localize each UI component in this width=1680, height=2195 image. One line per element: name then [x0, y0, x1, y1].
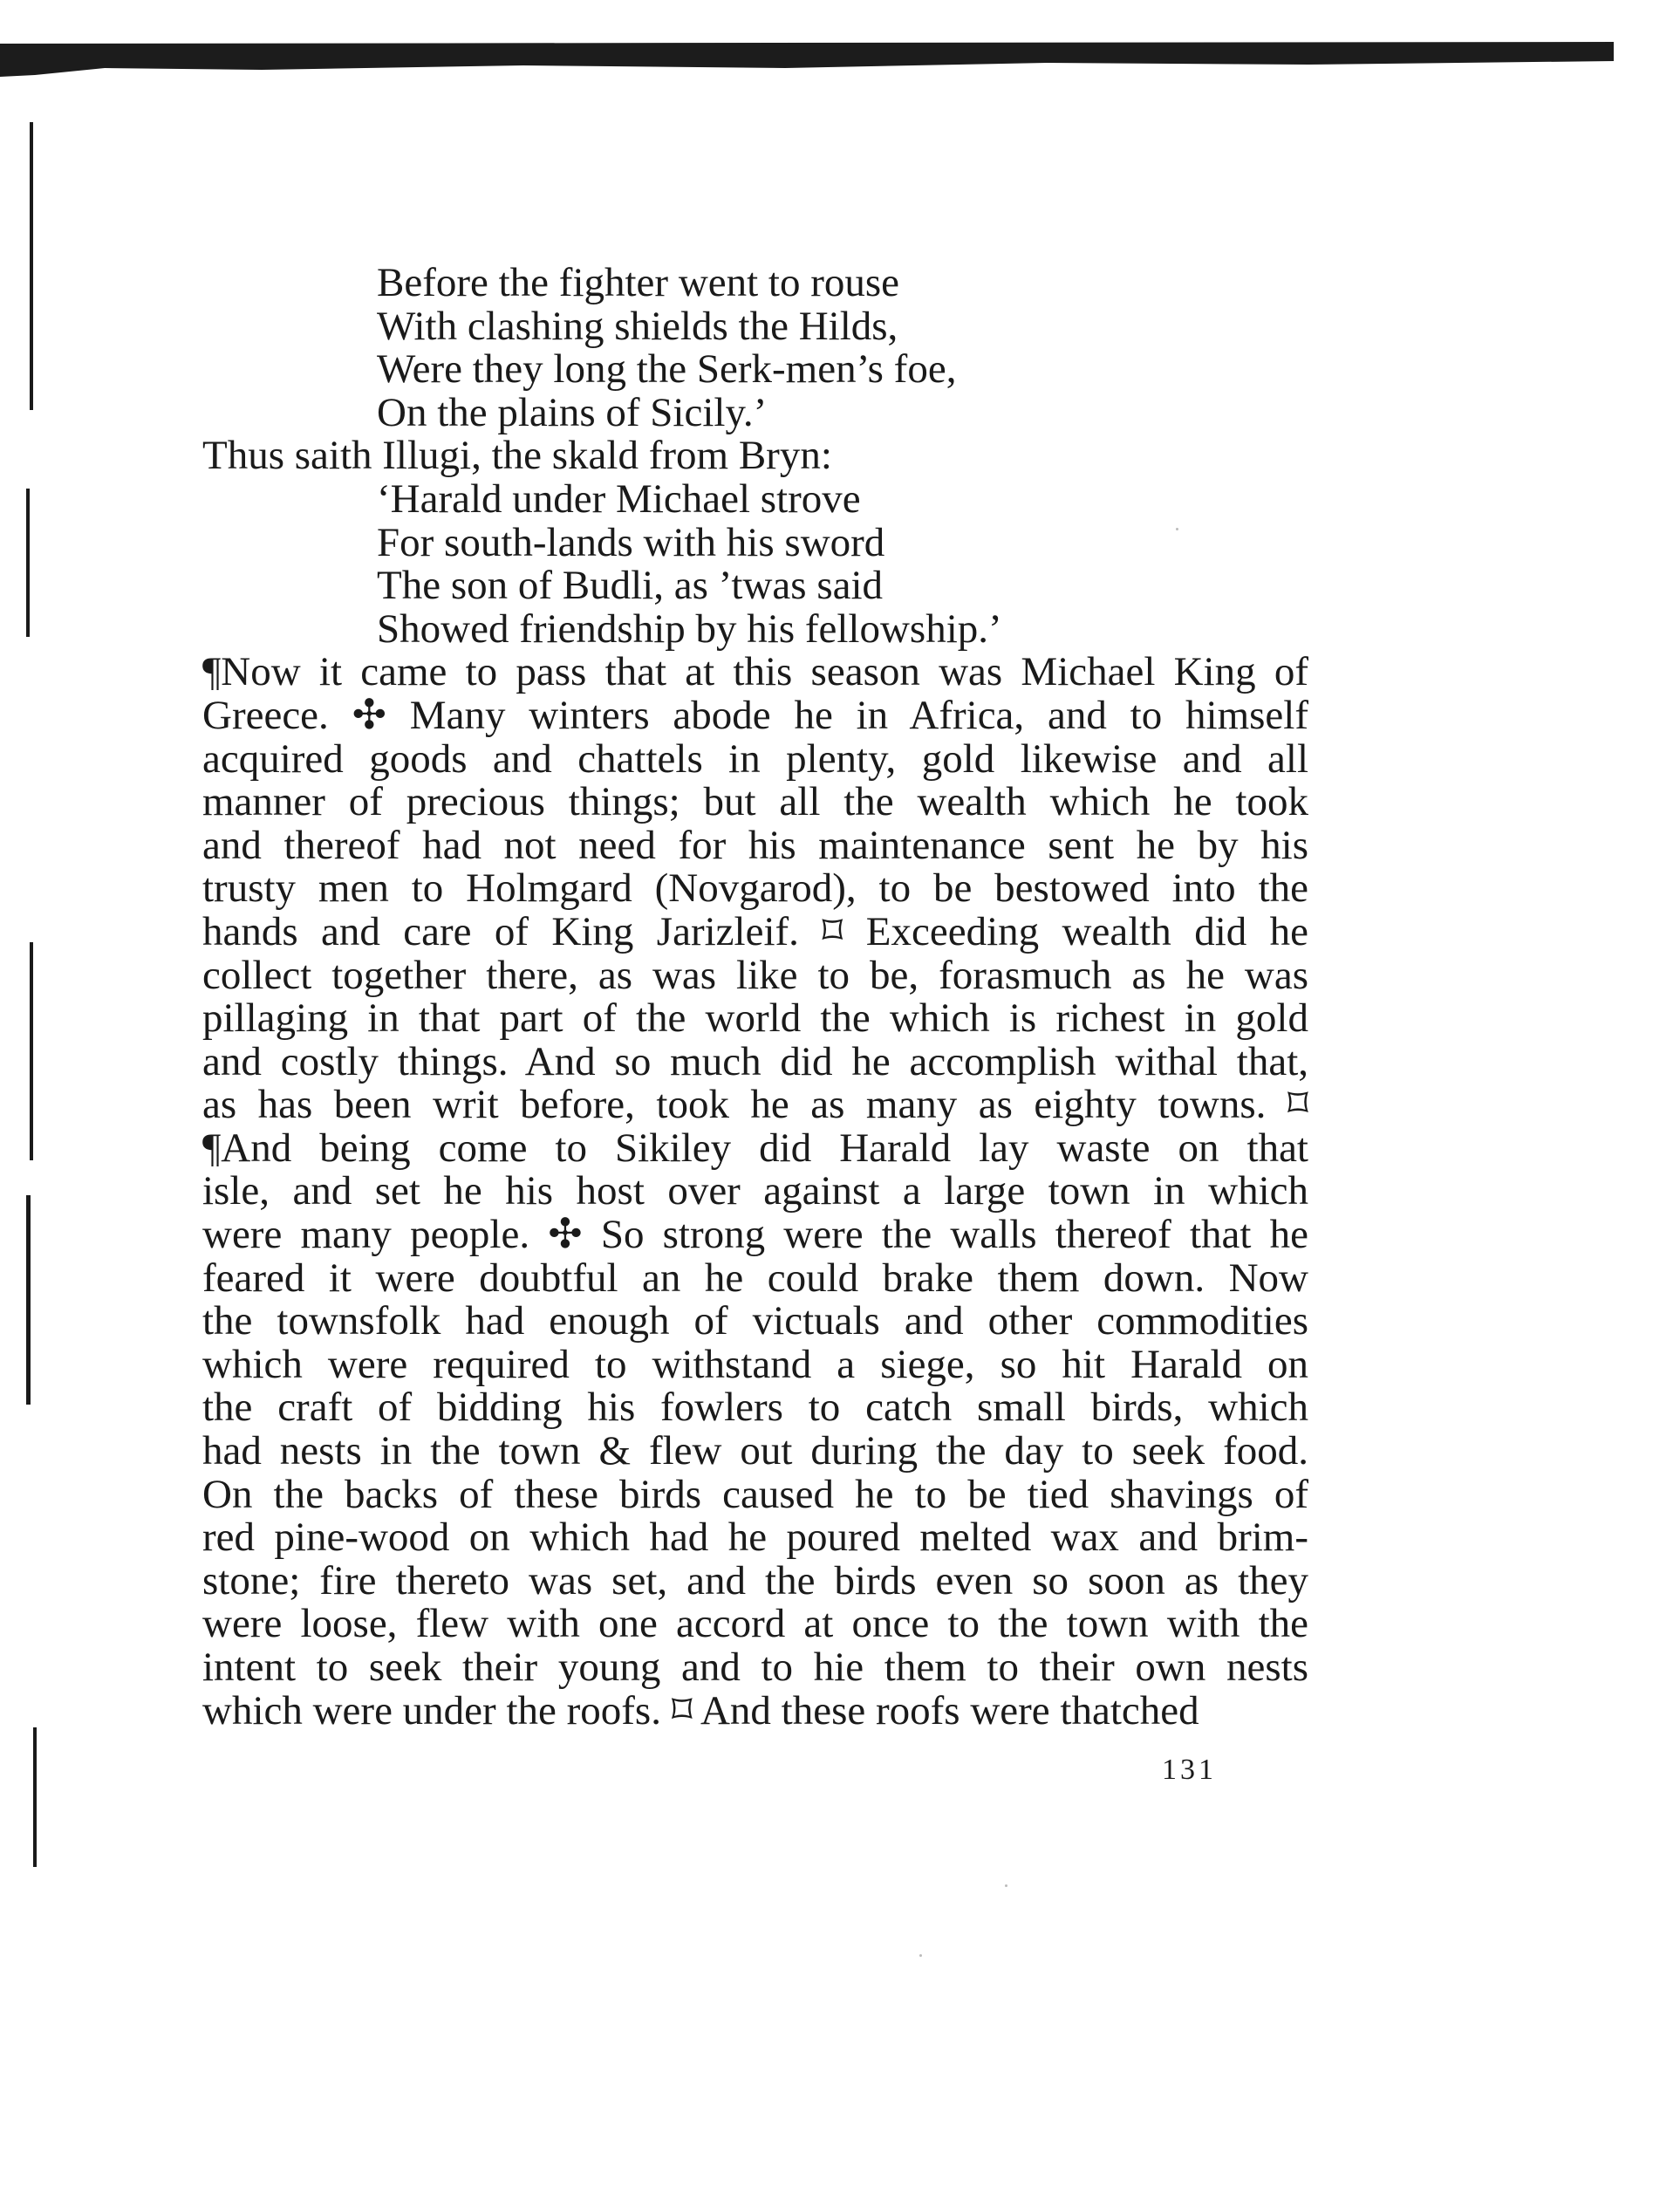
scan-margin-mark	[26, 1195, 31, 1405]
verse-line: The son of Budli, as ’twas said	[377, 563, 884, 609]
verse-line: For south-lands with his sword	[377, 519, 885, 565]
scan-margin-mark	[33, 1727, 37, 1867]
prose-line: were many people. ✣ So strong were the walls thereof that he	[202, 1212, 1308, 1258]
scan-margin-mark	[30, 122, 33, 410]
prose-line: and thereof had not need for his maintenance sent he by his	[202, 822, 1308, 868]
prose-line: acquired goods and chattels in plenty, gold likewise and all	[202, 735, 1308, 782]
verse-line: Showed friendship by his fellowship.’	[377, 605, 1002, 652]
prose-line: ¶And being come to Sikiley did Harald lay waste on that	[202, 1125, 1308, 1171]
prose-line: which were under the roofs. ⌑ And these roofs were thatched	[202, 1687, 1199, 1733]
prose-line: hands and care of King Jarizleif. ⌑ Exceeding wealth did he	[202, 908, 1308, 954]
prose-line: were loose, flew with one accord at once to the town with the	[202, 1601, 1308, 1647]
scan-margin-mark	[26, 489, 30, 637]
prose-line: intent to seek their young and to hie them to their own nests	[202, 1645, 1308, 1690]
prose-line: the craft of bidding his fowlers to catch small birds, which	[202, 1385, 1308, 1431]
prose-line: as has been writ before, took he as many as eighty towns. ⌑	[202, 1082, 1308, 1128]
prose-line: pillaging in that part of the world the which is richest in gold	[202, 995, 1308, 1042]
page-text	[202, 262, 1308, 1733]
prose-line: stone; fire thereto was set, and the birds even so soon as they	[202, 1557, 1308, 1604]
scan-speck	[919, 1954, 922, 1957]
prose-line: and costly things. And so much did he accomplish withal that,	[202, 1038, 1308, 1084]
attribution-line: Thus saith Illugi, the skald from Bryn:	[202, 433, 832, 479]
prose-line: isle, and set he his host over against a large town in which	[202, 1168, 1308, 1214]
prose-line: the townsfolk had enough of victuals and other commodities	[202, 1298, 1308, 1344]
prose-line: red pine-wood on which had he poured melted wax and brim-	[202, 1515, 1308, 1561]
scan-margin-mark	[30, 942, 33, 1160]
prose-line: Greece. ✣ Many winters abode he in Africa, and to himself	[202, 692, 1308, 738]
prose-line: On the backs of these birds caused he to be tied shavings of	[202, 1471, 1308, 1517]
verse-line: With clashing shields the Hilds,	[377, 303, 898, 349]
prose-line: manner of precious things; but all the wealth which he took	[202, 779, 1308, 825]
prose-line: ¶Now it came to pass that at this season was Michael King of	[202, 649, 1308, 695]
page-number: 131	[1162, 1754, 1217, 1786]
scanned-page-top-edge	[0, 42, 1614, 77]
prose-line: collect together there, as was like to be, forasmuch as he was	[202, 952, 1308, 998]
verse-line: ‘Harald under Michael strove	[377, 475, 861, 522]
prose-line: feared it were doubtful an he could brake them down. Now	[202, 1255, 1308, 1301]
prose-line: trusty men to Holmgard (Novgarod), to be bestowed into the	[202, 865, 1308, 912]
prose-line: which were required to withstand a siege, so hit Harald on	[202, 1341, 1308, 1387]
verse-line: Before the fighter went to rouse	[377, 260, 900, 305]
prose-line: had nests in the town & flew out during the day to seek food.	[202, 1428, 1308, 1474]
verse-line: Were they long the Serk-men’s foe,	[377, 346, 957, 393]
verse-line: On the plains of Sicily.’	[377, 389, 768, 435]
scan-speck	[1005, 1884, 1007, 1887]
